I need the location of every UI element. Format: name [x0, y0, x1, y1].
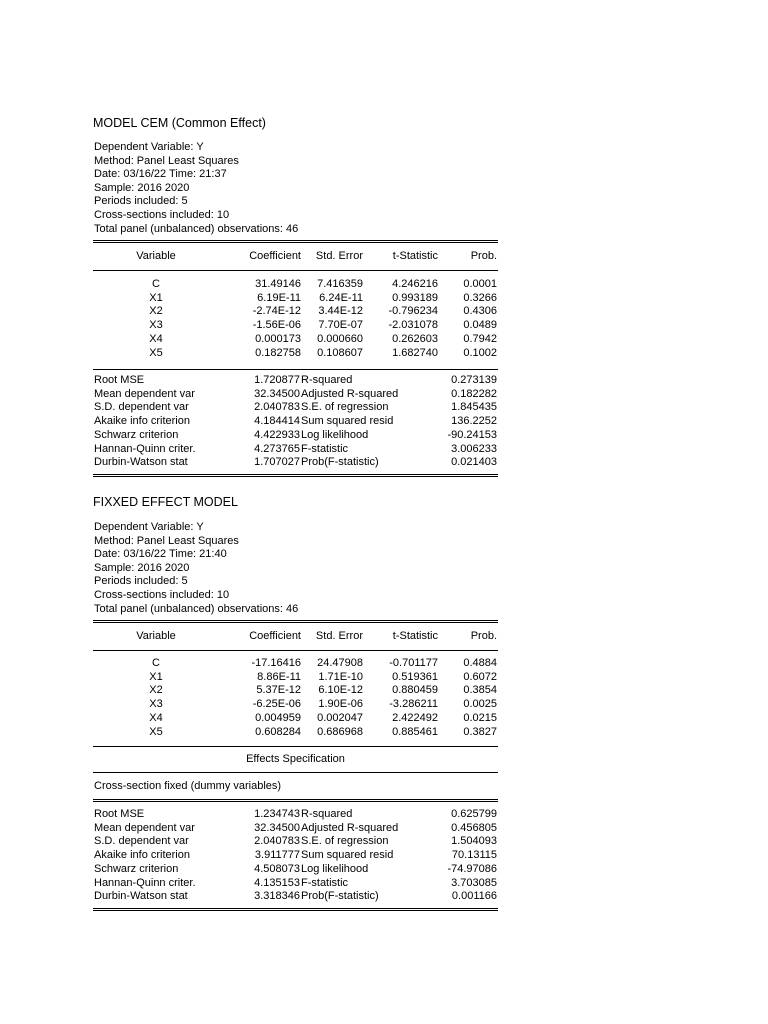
cell-coefficient: 6.19E-11 — [257, 291, 301, 304]
stat-label: Root MSE — [94, 374, 145, 386]
table-row — [93, 374, 498, 388]
table-row — [93, 671, 498, 685]
stat-value: 1.234743 — [254, 808, 300, 820]
cell-prob: 0.0215 — [463, 711, 497, 724]
cell-t-statistic: 0.880459 — [392, 684, 438, 697]
cem-coef-header — [93, 250, 498, 270]
table-row — [93, 808, 498, 822]
stat-value: 4.508073 — [254, 862, 300, 875]
cell-std-error: 7.416359 — [317, 278, 363, 290]
stat-label: Akaike info criterion — [94, 415, 190, 428]
cem-meta-line: Sample: 2016 2020 — [94, 181, 190, 194]
cem-coef-table — [93, 278, 498, 362]
cell-variable: X5 — [149, 346, 163, 359]
table-row — [93, 698, 498, 712]
stat-label: S.D. dependent var — [94, 835, 189, 848]
stat-value: 4.135153 — [254, 876, 300, 889]
cell-t-statistic: -0.796234 — [388, 305, 438, 318]
cell-prob: 0.0001 — [463, 278, 497, 290]
stat-label: Log likelihood — [301, 862, 369, 875]
stat-label: Hannan-Quinn criter. — [94, 876, 196, 889]
cell-std-error: 0.000660 — [317, 332, 363, 345]
cem-meta-line: Cross-sections included: 10 — [94, 208, 230, 221]
header-variable: Variable — [136, 630, 176, 642]
cell-variable: X2 — [149, 684, 163, 697]
cell-coefficient: 31.49146 — [255, 278, 301, 290]
table-row — [93, 657, 498, 671]
stat-value: 3.318346 — [254, 890, 300, 903]
table-row — [93, 877, 498, 891]
table-row — [93, 415, 498, 429]
table-row — [93, 890, 498, 904]
cell-prob: 0.1002 — [463, 346, 497, 359]
cell-prob: 0.3266 — [463, 291, 497, 304]
cell-variable: C — [152, 278, 160, 290]
fem-meta-line: Method: Panel Least Squares — [94, 534, 239, 547]
fem-bottom-rule — [93, 908, 498, 909]
cell-std-error: 1.71E-10 — [318, 670, 363, 683]
header-std-error: Std. Error — [315, 630, 363, 642]
stat-label: Sum squared resid — [301, 415, 394, 428]
header-prob: Prob. — [470, 250, 497, 262]
cem-meta-line: Date: 03/16/22 Time: 21:37 — [94, 168, 227, 181]
table-row — [93, 401, 498, 415]
stat-label: S.D. dependent var — [94, 401, 189, 414]
cem-coef-bottom-rule — [93, 369, 498, 370]
stat-label: Adjusted R-squared — [301, 821, 399, 834]
cell-variable: X2 — [149, 305, 163, 318]
stat-label: Hannan-Quinn criter. — [94, 442, 196, 455]
cell-t-statistic: 0.993189 — [392, 291, 438, 304]
fem-coef-header — [93, 630, 498, 650]
cell-coefficient: 0.000173 — [255, 332, 301, 345]
cell-variable: C — [152, 657, 160, 669]
cem-meta-line: Periods included: 5 — [94, 195, 188, 208]
cell-std-error: 3.44E-12 — [318, 305, 363, 318]
cell-t-statistic: 0.885461 — [392, 725, 438, 738]
cell-coefficient: -2.74E-12 — [252, 305, 301, 318]
cell-std-error: 6.24E-11 — [319, 291, 363, 304]
cell-prob: 0.0025 — [463, 698, 497, 711]
cell-std-error: 24.47908 — [317, 657, 363, 669]
cell-prob: 0.7942 — [463, 332, 497, 345]
stat-label: Prob(F-statistic) — [301, 890, 379, 903]
cell-coefficient: 0.608284 — [255, 725, 301, 738]
stat-value: 1.707027 — [254, 456, 300, 469]
stat-label: Adjusted R-squared — [301, 387, 399, 400]
fem-meta-block — [94, 521, 298, 616]
cell-variable: X1 — [149, 291, 163, 304]
cem-header-rule — [93, 270, 498, 271]
stat-label: Root MSE — [94, 808, 145, 820]
fem-coef-table — [93, 657, 498, 741]
cell-coefficient: -6.25E-06 — [252, 698, 301, 711]
header-variable: Variable — [136, 250, 176, 262]
stat-label: Durbin-Watson stat — [94, 456, 188, 469]
cem-meta-block — [94, 141, 298, 236]
stat-value: 4.273765 — [254, 442, 300, 455]
stat-label: R-squared — [301, 374, 353, 386]
stat-value: 0.021403 — [451, 456, 497, 469]
cell-coefficient: -17.16416 — [251, 657, 301, 669]
cell-t-statistic: 2.422492 — [392, 711, 438, 724]
table-row — [93, 863, 498, 877]
stat-label: Mean dependent var — [94, 387, 195, 400]
fem-coef-bottom-rule — [93, 746, 498, 747]
cem-top-rule — [93, 240, 498, 241]
header-t-statistic: t-Statistic — [392, 630, 438, 642]
fem-meta-line: Date: 03/16/22 Time: 21:40 — [94, 548, 227, 561]
header-std-error: Std. Error — [315, 250, 363, 262]
stat-label: Mean dependent var — [94, 821, 195, 834]
fem-title: FIXXED EFFECT MODEL — [93, 495, 238, 509]
cell-variable: X4 — [149, 711, 163, 724]
fem-header-rule — [93, 650, 498, 651]
cell-prob: 0.6072 — [463, 670, 497, 683]
table-row — [93, 429, 498, 443]
header-coefficient: Coefficient — [249, 630, 301, 642]
header-t-statistic: t-Statistic — [392, 250, 438, 262]
stat-value: 3.006233 — [451, 442, 497, 455]
cem-stats-table — [93, 374, 498, 472]
stat-value: 3.703085 — [451, 876, 497, 889]
table-row — [93, 388, 498, 402]
cell-std-error: 0.108607 — [317, 346, 363, 359]
cell-variable: X3 — [149, 319, 163, 332]
cell-t-statistic: 1.682740 — [392, 346, 438, 359]
stat-value: 0.182282 — [451, 387, 497, 400]
table-row — [93, 443, 498, 457]
cell-coefficient: 0.182758 — [255, 346, 301, 359]
cell-coefficient: 8.86E-11 — [257, 670, 301, 683]
stat-label: Schwarz criterion — [94, 862, 179, 875]
cell-t-statistic: 0.519361 — [392, 670, 438, 683]
header-prob: Prob. — [470, 630, 497, 642]
stat-value: 136.2252 — [451, 415, 497, 428]
fem-stats-top-rule — [93, 799, 498, 800]
fem-meta-line: Dependent Variable: Y — [94, 521, 204, 533]
table-row — [93, 822, 498, 836]
fem-meta-line: Cross-sections included: 10 — [94, 588, 230, 601]
fem-meta-line: Sample: 2016 2020 — [94, 561, 190, 574]
table-row — [93, 319, 498, 333]
table-row — [93, 712, 498, 726]
table-row — [93, 278, 498, 292]
stat-value: 70.13115 — [451, 849, 497, 862]
table-row — [93, 347, 498, 361]
table-row — [93, 333, 498, 347]
cell-std-error: 7.70E-07 — [318, 319, 363, 332]
stat-value: 2.040783 — [254, 835, 300, 848]
stat-value: 0.273139 — [451, 374, 497, 386]
cell-coefficient: -1.56E-06 — [252, 319, 301, 332]
table-row — [93, 305, 498, 319]
table-row — [93, 292, 498, 306]
stat-label: S.E. of regression — [301, 401, 389, 414]
cell-variable: X4 — [149, 332, 163, 345]
stat-label: Akaike info criterion — [94, 849, 190, 862]
cell-std-error: 1.90E-06 — [318, 698, 363, 711]
stat-label: F-statistic — [301, 876, 349, 889]
cell-prob: 0.4306 — [463, 305, 497, 318]
fem-effects-rule — [93, 772, 498, 773]
cem-meta-line: Total panel (unbalanced) observations: 46 — [94, 222, 299, 235]
stat-value: 1.720877 — [254, 374, 300, 386]
cell-t-statistic: -3.286211 — [389, 698, 438, 711]
cem-meta-line: Dependent Variable: Y — [94, 141, 204, 153]
cell-variable: X3 — [149, 698, 163, 711]
table-row — [93, 684, 498, 698]
stat-label: F-statistic — [301, 442, 349, 455]
cem-title: MODEL CEM (Common Effect) — [93, 116, 266, 130]
stat-value: 3.911777 — [254, 849, 300, 862]
fem-meta-line: Total panel (unbalanced) observations: 46 — [94, 602, 299, 615]
stat-value: 0.625799 — [451, 808, 497, 820]
cell-prob: 0.4884 — [463, 657, 497, 669]
stat-label: R-squared — [301, 808, 353, 820]
stat-label: Schwarz criterion — [94, 428, 179, 441]
stat-value: 2.040783 — [254, 401, 300, 414]
cell-std-error: 0.686968 — [317, 725, 363, 738]
cell-variable: X5 — [149, 725, 163, 738]
cell-variable: X1 — [149, 670, 163, 683]
stat-value: -74.97086 — [447, 862, 497, 875]
table-row — [93, 456, 498, 470]
header-coefficient: Coefficient — [249, 250, 301, 262]
stat-label: Sum squared resid — [301, 849, 394, 862]
stat-label: Log likelihood — [301, 428, 369, 441]
cell-prob: 0.0489 — [463, 319, 497, 332]
fem-top-rule — [93, 620, 498, 621]
cell-coefficient: 5.37E-12 — [256, 684, 301, 697]
effects-specification-heading: Effects Specification — [246, 753, 345, 765]
stat-label: Durbin-Watson stat — [94, 890, 188, 903]
stat-value: 4.422933 — [254, 428, 300, 441]
cem-meta-line: Method: Panel Least Squares — [94, 154, 239, 167]
effects-line: Cross-section fixed (dummy variables) — [94, 780, 282, 792]
stat-value: -90.24153 — [447, 428, 497, 441]
cell-t-statistic: -2.031078 — [388, 319, 438, 332]
stat-value: 0.001166 — [451, 890, 497, 903]
stat-value: 32.34500 — [254, 821, 300, 834]
stat-value: 1.504093 — [451, 835, 497, 848]
stat-value: 32.34500 — [254, 387, 300, 400]
stat-value: 0.456805 — [451, 821, 497, 834]
cell-prob: 0.3827 — [463, 725, 497, 738]
cell-std-error: 0.002047 — [317, 711, 363, 724]
cell-std-error: 6.10E-12 — [318, 684, 363, 697]
cell-coefficient: 0.004959 — [255, 711, 301, 724]
table-row — [93, 849, 498, 863]
cell-prob: 0.3854 — [463, 684, 497, 697]
fem-meta-line: Periods included: 5 — [94, 575, 188, 588]
cell-t-statistic: 0.262603 — [392, 332, 438, 345]
table-row — [93, 835, 498, 849]
stat-label: S.E. of regression — [301, 835, 389, 848]
stat-value: 1.845435 — [451, 401, 497, 414]
stat-label: Prob(F-statistic) — [301, 456, 379, 469]
cell-t-statistic: 4.246216 — [392, 278, 438, 290]
table-row — [93, 726, 498, 740]
cell-t-statistic: -0.701177 — [389, 657, 438, 669]
cem-bottom-rule — [93, 474, 498, 475]
stat-value: 4.184414 — [254, 415, 300, 428]
fem-stats-table — [93, 808, 498, 906]
